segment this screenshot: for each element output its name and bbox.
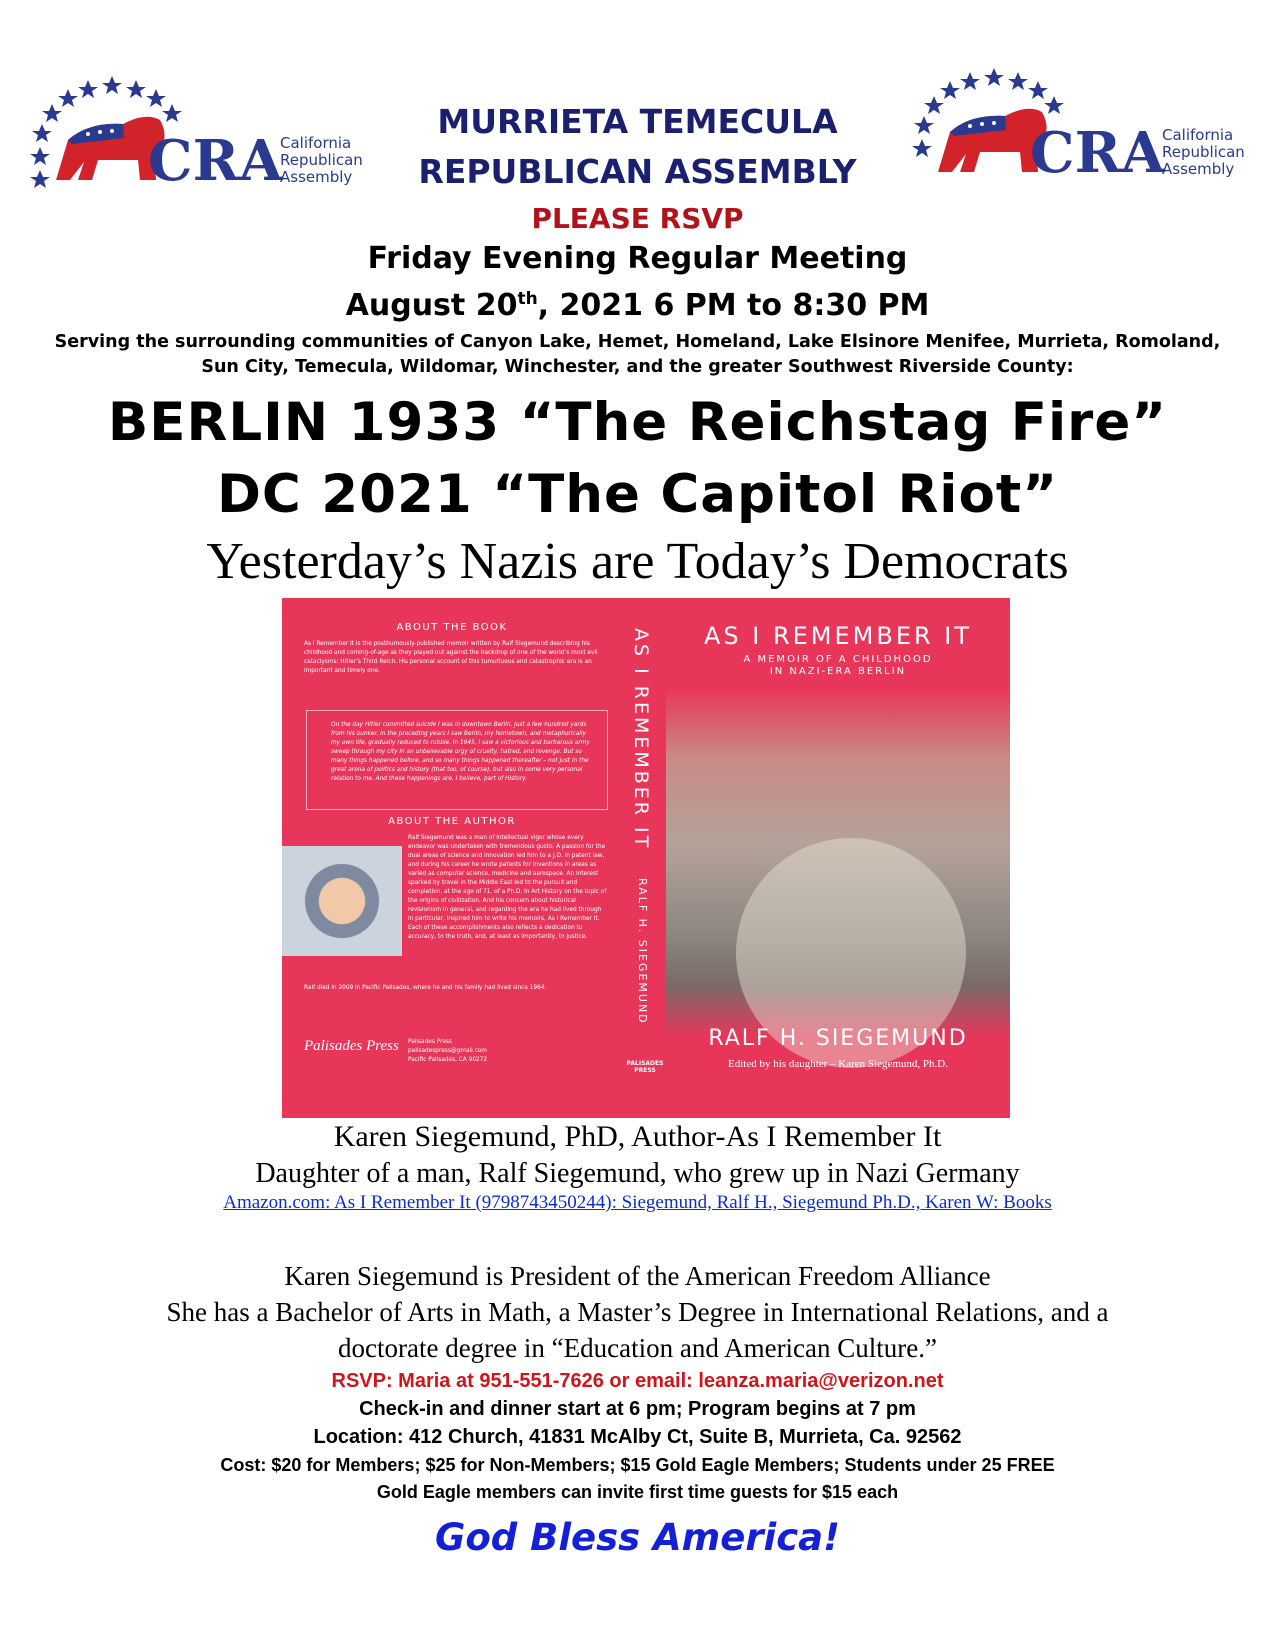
quote-text: On the day Hitler committed suicide I was in downtown Berlin, just a few hundred yards from his bunker. In the preceding years I saw Berlin, my hometown, and metaphorically my own life, gradually reduced to rubble. In 1945, I saw a victorious and barbarous army sweep through my city in an unbelievable orgy of cruelty, hatred, and revenge. But so many things happened before, and so many things happened thereafter – not just in the great arena of politics and history (that too, of course), but also in some very personal relation to me. And these happenings are, I believe, part of History. (331, 722, 590, 782)
cover-photo (666, 688, 1010, 1038)
about-author-heading: ABOUT THE AUTHOR (388, 816, 516, 827)
speaker-bio-line3: doctorate degree in “Education and American Culture.” (338, 1333, 937, 1363)
cra-mark: CRA (148, 128, 283, 194)
cover-subtitle-line1: A MEMOIR OF A CHILDHOOD (743, 654, 933, 665)
cra-name-line2: Republican (1162, 143, 1245, 161)
cra-name-line1: California (280, 134, 352, 152)
event-cost: Cost: $20 for Members; $25 for Non-Members; $15 Gold Eagle Members; Students under 25 FREE (220, 1455, 1055, 1475)
about-book-text: As I Remember It is the posthumously-published memoir written by Ralf Siegemund describing his childhood and coming-of-age as they played out against the backdrop of one of the world’s most evil cataclysms: Hitler’s Third Reich. His personal account of this tumultuous and catastrophic era is an important and timely one. (304, 641, 598, 674)
speaker-daughter-line: Daughter of a man, Ralf Siegemund, who grew up in Nazi Germany (255, 1158, 1020, 1189)
spine-author: RALF H. SIEGEMUND (636, 878, 649, 1025)
speaker-bio-line2: She has a Bachelor of Arts in Math, a Master’s Degree in International Relations, and a (166, 1297, 1109, 1327)
author-died-text: Ralf died in 2009 in Pacific Palisades, where he and his family had lived since 1964. (304, 985, 547, 991)
event-location: Location: 412 Church, 41831 McAlby Ct, Suite B, Murrieta, Ca. 92562 (313, 1426, 962, 1448)
publisher-address: Pacific Palisades, CA 90272 (408, 1057, 488, 1063)
speaker-bio-line1: Karen Siegemund is President of the American Freedom Alliance (284, 1261, 991, 1291)
headline-line1: BERLIN 1933 “The Reichstag Fire” (107, 392, 1168, 453)
org-name-line2: REPUBLICAN ASSEMBLY (418, 152, 857, 191)
about-author-text: Ralf Siegemund was a man of intellectual vigor whose every endeavor was undertaken with tremendous gusto. A passion for the dual areas of science and innovation led him to a J.D. in patent law, and during his career he wrote patents for inventions in areas as varied as computer science, medicine and aerospace. An interest sparked by travel in the Middle East led to the pursuit and completion, at the age of 71, of a Ph.D. in Art History on the topic of the origins of civilization. And his concern about historical revisionism in general, and regarding the era he had lived through in particular, inspired him to write his memoirs, As I Remember It. Each of these accomplishments also reflects a dedication to accuracy, to the truth, and, at least as importantly, to justice. (408, 835, 607, 940)
god-bless-america: God Bless America! (434, 1516, 841, 1559)
cra-name-line3: Assembly (280, 168, 353, 186)
author-photo (282, 846, 402, 956)
meeting-title: Friday Evening Regular Meeting (367, 241, 908, 276)
date-main: August 20 (345, 288, 518, 323)
serving-line2: Sun City, Temecula, Wildomar, Winchester, and the greater Southwest Riverside County: (201, 357, 1074, 377)
date-suffix: th (517, 289, 538, 309)
publisher-name: Palisades Press (408, 1039, 452, 1045)
headline-subtitle: Yesterday’s Nazis are Today’s Democrats (206, 533, 1069, 590)
cra-name-line1: California (1162, 126, 1234, 144)
serving-line1: Serving the surrounding communities of Canyon Lake, Hemet, Homeland, Lake Elsinore Menifee, Murrieta, Romoland, (54, 332, 1221, 352)
spine-publisher-line2: PRESS (634, 1067, 656, 1074)
spine-publisher (624, 1060, 666, 1074)
cra-mark: CRA (1030, 120, 1165, 186)
book-back-cover (282, 598, 622, 1118)
amazon-book-link[interactable]: Amazon.com: As I Remember It (9798743450244): Siegemund, Ralf H., Siegemund Ph.D., Karen W: Books (223, 1192, 1052, 1213)
about-book-heading: ABOUT THE BOOK (396, 622, 508, 633)
book-spine (624, 598, 666, 1118)
cover-title: AS I REMEMBER IT (703, 622, 973, 650)
cover-edited-by: Edited by his daughter – Karen Siegemund, Ph.D. (728, 1058, 948, 1070)
meeting-date (0, 280, 1275, 325)
cra-name-line2: Republican (280, 151, 363, 169)
please-rsvp: PLEASE RSVP (531, 202, 744, 235)
publisher-info (408, 1038, 528, 1065)
cra-name-line3: Assembly (1162, 160, 1235, 178)
publisher-logo: Palisades Press (304, 1038, 399, 1054)
book-cover-image (282, 598, 1010, 1118)
book-front-cover (666, 598, 1010, 1118)
gold-eagle-note: Gold Eagle members can invite first time guests for $15 each (376, 1482, 899, 1502)
amazon-link-wrapper (0, 1192, 1275, 1214)
speaker-author-line: Karen Siegemund, PhD, Author-As I Remember It (333, 1120, 942, 1153)
date-time: , 2021 6 PM to 8:30 PM (537, 288, 930, 323)
quote-box (306, 710, 608, 810)
cover-author: RALF H. SIEGEMUND (708, 1026, 968, 1051)
spine-title: AS I REMEMBER IT (630, 628, 652, 851)
publisher-email: palisadespress@gmail.com (408, 1048, 487, 1054)
rsvp-contact: RSVP: Maria at 951-551-7626 or email: leanza.maria@verizon.net (331, 1370, 944, 1392)
headline-line2: DC 2021 “The Capitol Riot” (216, 464, 1059, 525)
org-name-line1: MURRIETA TEMECULA (437, 102, 838, 141)
checkin-time: Check-in and dinner start at 6 pm; Program begins at 7 pm (359, 1398, 916, 1420)
cover-subtitle-line2: IN NAZI-ERA BERLIN (769, 666, 907, 677)
spine-publisher-line1: PALISADES (626, 1060, 664, 1067)
